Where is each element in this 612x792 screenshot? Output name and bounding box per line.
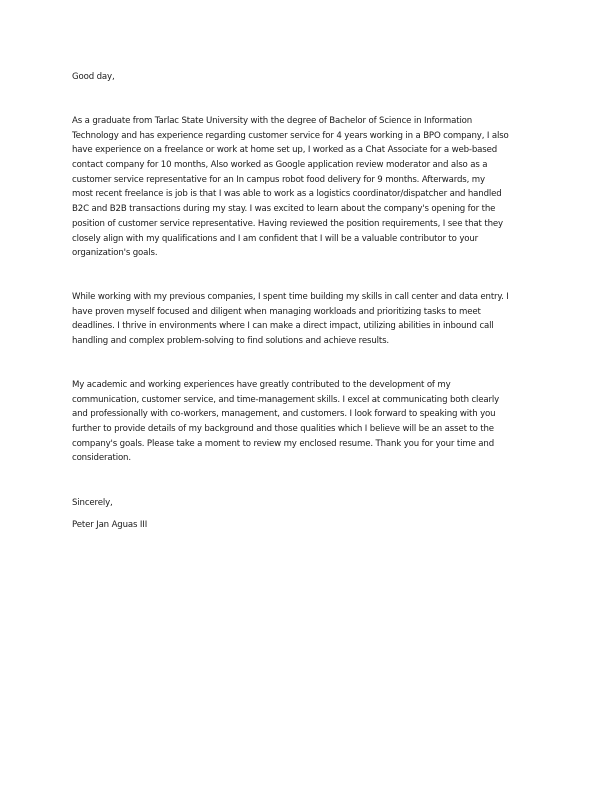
paragraph-line: organization's goals. bbox=[72, 248, 158, 259]
paragraph-line: most recent freelance is job is that I was able to work as a logistics coordinator/dispatcher and handled bbox=[72, 189, 502, 200]
signature bbox=[72, 518, 552, 533]
signature-name: Peter Jan Aguas III bbox=[72, 520, 148, 530]
paragraph-line: B2C and B2B transactions during my stay. I was excited to learn about the company's opening for the bbox=[72, 204, 496, 215]
paragraph-line: While working with my previous companies, I spent time building my skills in call center and data entry. I bbox=[72, 292, 509, 302]
closing-text: Sincerely, bbox=[72, 498, 113, 508]
paragraph-line: closely align with my qualifications and I am confident that I will be a valuable contributor to your bbox=[72, 233, 479, 244]
paragraph-line: Technology and has experience regarding customer service for 4 years working in a BPO company, I also bbox=[72, 130, 509, 141]
greeting bbox=[72, 70, 552, 85]
paragraph-line: and professionally with co-workers, management, and customers. I look forward to speaking with you bbox=[72, 409, 496, 420]
paragraph-line: have experience on a freelance or work at home set up, I worked as a Chat Associate for a web-based bbox=[72, 145, 498, 156]
greeting-text: Good day, bbox=[72, 72, 115, 82]
paragraph-line: have proven myself focused and diligent when managing workloads and prioritizing tasks to meet bbox=[72, 306, 481, 317]
paragraph-line: consideration. bbox=[72, 453, 131, 464]
paragraph-line: contact company for 10 months, Also worked as Google application review moderator and also as a bbox=[72, 160, 488, 171]
paragraph-3 bbox=[72, 378, 552, 466]
paragraph-line: further to provide details of my background and those qualities which I believe will be an asset to the bbox=[72, 424, 494, 435]
paragraph-line: handling and complex problem-solving to find solutions and achieve results. bbox=[72, 336, 389, 347]
paragraph-line: As a graduate from Tarlac State University with the degree of Bachelor of Science in Information bbox=[72, 116, 473, 126]
closing bbox=[72, 496, 552, 511]
paragraph-line: customer service representative for an In campus robot food delivery for 9 months. Afterwards, my bbox=[72, 174, 485, 185]
paragraph-line: deadlines. I thrive in environments where I can make a direct impact, utilizing abilities in inbound call bbox=[72, 321, 494, 332]
paragraph-2 bbox=[72, 290, 552, 349]
paragraph-line: My academic and working experiences have greatly contributed to the development of my bbox=[72, 380, 451, 390]
paragraph-line: company's goals. Please take a moment to review my enclosed resume. Thank you for your time and bbox=[72, 438, 495, 449]
paragraph-line: position of customer service representative. Having reviewed the position requirements, I see that they bbox=[72, 218, 503, 229]
paragraph-line: communication, customer service, and time-management skills. I excel at communicating both clearly bbox=[72, 394, 500, 405]
paragraph-1 bbox=[72, 114, 552, 261]
